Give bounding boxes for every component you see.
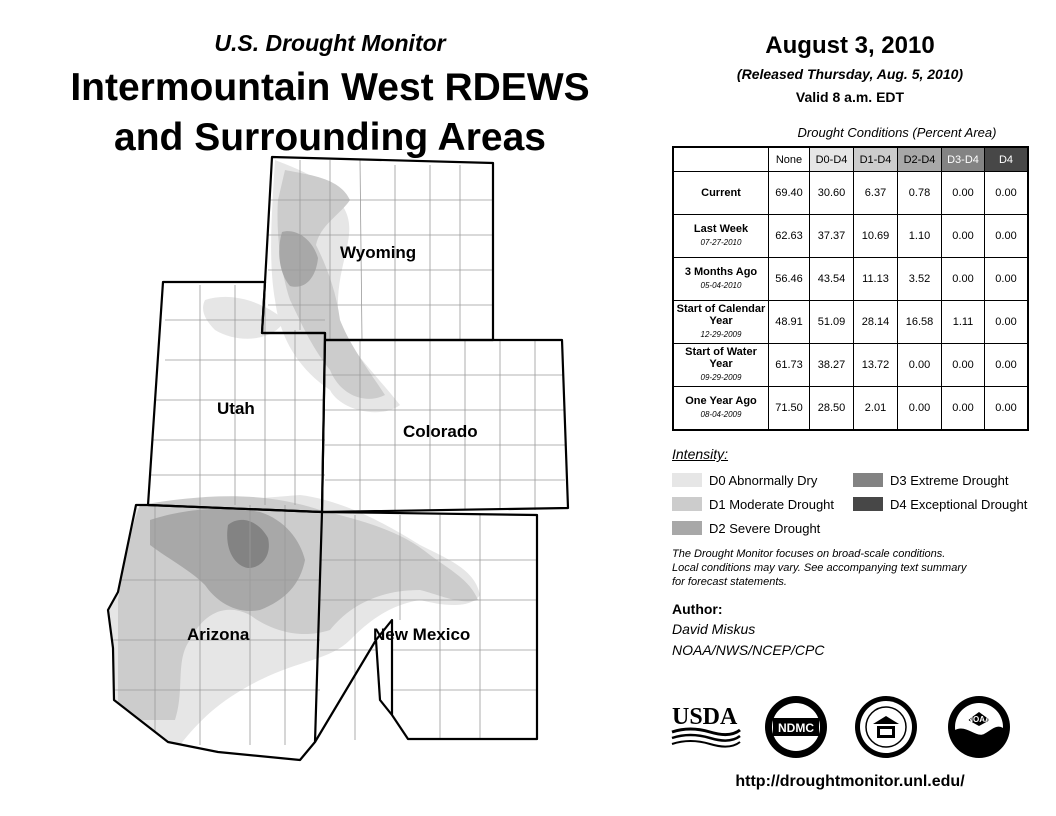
row-label: Last Week	[693, 223, 749, 235]
col-header: D2-D4	[898, 147, 942, 172]
table-cell: 38.27	[810, 344, 854, 387]
legend-label-d0: D0 Abnormally Dry	[709, 472, 818, 488]
legend-swatch-d2	[672, 521, 702, 535]
table-cell: 0.00	[898, 387, 942, 431]
row-label: 3 Months Ago	[684, 266, 758, 278]
row-header	[673, 258, 769, 301]
noaa-logo	[946, 694, 1012, 760]
state-label-new-mexico: New Mexico	[373, 625, 471, 644]
table-cell: 3.52	[898, 258, 942, 301]
col-header: D0-D4	[810, 147, 854, 172]
row-header	[673, 387, 769, 431]
noaa-logo-text: NOAA	[967, 715, 991, 724]
table-cell: 0.00	[985, 387, 1029, 431]
drought-note	[672, 547, 1032, 589]
website-url[interactable]: http://droughtmonitor.unl.edu/	[735, 773, 965, 790]
row-date: 12-29-2009	[700, 330, 742, 339]
table-cell: 51.09	[810, 301, 854, 344]
table-body	[673, 172, 1028, 431]
legend-label-d2: D2 Severe Drought	[709, 520, 821, 536]
author-name: David Miskus	[672, 621, 756, 637]
table-caption: Drought Conditions (Percent Area)	[797, 125, 997, 140]
author-org: NOAA/NWS/NCEP/CPC	[672, 642, 825, 658]
legend-item-d1	[672, 495, 834, 513]
row-date: 09-29-2009	[700, 373, 742, 382]
legend-item-d4	[853, 495, 1027, 513]
table-cell: 56.46	[769, 258, 810, 301]
legend-label-d3: D3 Extreme Drought	[890, 472, 1009, 488]
row-header	[673, 215, 769, 258]
table-cell: 0.00	[985, 172, 1029, 215]
table-cell: 71.50	[769, 387, 810, 431]
table-header-row	[673, 147, 1028, 172]
author-heading: Author:	[672, 601, 723, 617]
row-header	[673, 172, 769, 215]
table-cell: 0.00	[942, 172, 985, 215]
table-cell: 1.10	[898, 215, 942, 258]
row-date: 05-04-2010	[700, 281, 742, 290]
row-label: Current	[701, 187, 741, 199]
legend-item-d0	[672, 471, 817, 489]
table-row	[673, 258, 1028, 301]
row-label: Start of Water Year	[685, 346, 757, 370]
table-row	[673, 215, 1028, 258]
table-cell: 1.11	[942, 301, 985, 344]
col-header: D1-D4	[854, 147, 898, 172]
table-cell: 37.37	[810, 215, 854, 258]
state-label-arizona: Arizona	[187, 625, 250, 644]
release-date: (Released Thursday, Aug. 5, 2010)	[736, 66, 964, 82]
table-cell: 28.14	[854, 301, 898, 344]
col-header: D3-D4	[942, 147, 985, 172]
commerce-seal-logo	[853, 694, 919, 760]
table-cell: 62.63	[769, 215, 810, 258]
table-cell: 28.50	[810, 387, 854, 431]
legend-swatch-d1	[672, 497, 702, 511]
table-cell: 13.72	[854, 344, 898, 387]
table-cell: 43.54	[810, 258, 854, 301]
note-line: The Drought Monitor focuses on broad-scale conditions.	[672, 548, 946, 560]
row-date: 08-04-2009	[700, 410, 742, 419]
table-row	[673, 344, 1028, 387]
drought-conditions-table	[672, 146, 1029, 431]
row-header	[673, 301, 769, 344]
table-cell: 0.00	[985, 258, 1029, 301]
legend-title: Intensity:	[672, 446, 729, 462]
legend-item-d3	[853, 471, 1009, 489]
usda-logo	[670, 700, 742, 748]
state-label-wyoming: Wyoming	[340, 243, 417, 262]
table-cell: 2.01	[854, 387, 898, 431]
legend-label-d4: D4 Exceptional Drought	[890, 496, 1028, 512]
table-cell: 30.60	[810, 172, 854, 215]
legend-label-d1: D1 Moderate Drought	[709, 496, 835, 512]
table-cell: 10.69	[854, 215, 898, 258]
table-corner	[673, 147, 769, 172]
note-line: Local conditions may vary. See accompanying text summary	[672, 562, 967, 574]
table-row	[673, 387, 1028, 431]
table-cell: 69.40	[769, 172, 810, 215]
table-cell: 0.00	[942, 258, 985, 301]
table-cell: 16.58	[898, 301, 942, 344]
table-cell: 61.73	[769, 344, 810, 387]
table-cell: 0.78	[898, 172, 942, 215]
legend-swatch-d0	[672, 473, 702, 487]
map-title-line2: and Surrounding Areas	[114, 116, 546, 159]
usda-logo-text: USDA	[672, 704, 738, 730]
drought-shading	[108, 160, 480, 745]
table-cell: 0.00	[985, 301, 1029, 344]
map-subtitle: U.S. Drought Monitor	[214, 30, 446, 56]
valid-date: August 3, 2010	[765, 32, 935, 59]
table-row	[673, 301, 1028, 344]
ndmc-logo-text: NDMC	[778, 721, 814, 735]
table-cell: 6.37	[854, 172, 898, 215]
drought-map	[0, 150, 600, 770]
state-label-utah: Utah	[217, 399, 255, 418]
row-date: 07-27-2010	[700, 238, 742, 247]
valid-time: Valid 8 a.m. EDT	[795, 89, 905, 105]
table-cell: 0.00	[942, 387, 985, 431]
row-label: One Year Ago	[685, 395, 757, 407]
table-cell: 0.00	[942, 344, 985, 387]
legend-swatch-d3	[853, 473, 883, 487]
table-row	[673, 172, 1028, 215]
state-label-colorado: Colorado	[403, 422, 478, 441]
table-cell: 0.00	[942, 215, 985, 258]
ndmc-logo	[763, 694, 829, 760]
table-cell: 11.13	[854, 258, 898, 301]
legend-swatch-d4	[853, 497, 883, 511]
table-cell: 0.00	[985, 344, 1029, 387]
table-cell: 0.00	[985, 215, 1029, 258]
row-header	[673, 344, 769, 387]
legend-item-d2	[672, 519, 820, 537]
col-header: D4	[985, 147, 1029, 172]
col-header: None	[769, 147, 810, 172]
map-title-line1: Intermountain West RDEWS	[70, 66, 590, 109]
table-cell: 48.91	[769, 301, 810, 344]
table-cell: 0.00	[898, 344, 942, 387]
note-line: for forecast statements.	[672, 576, 787, 588]
row-label: Start of Calendar Year	[676, 303, 766, 327]
